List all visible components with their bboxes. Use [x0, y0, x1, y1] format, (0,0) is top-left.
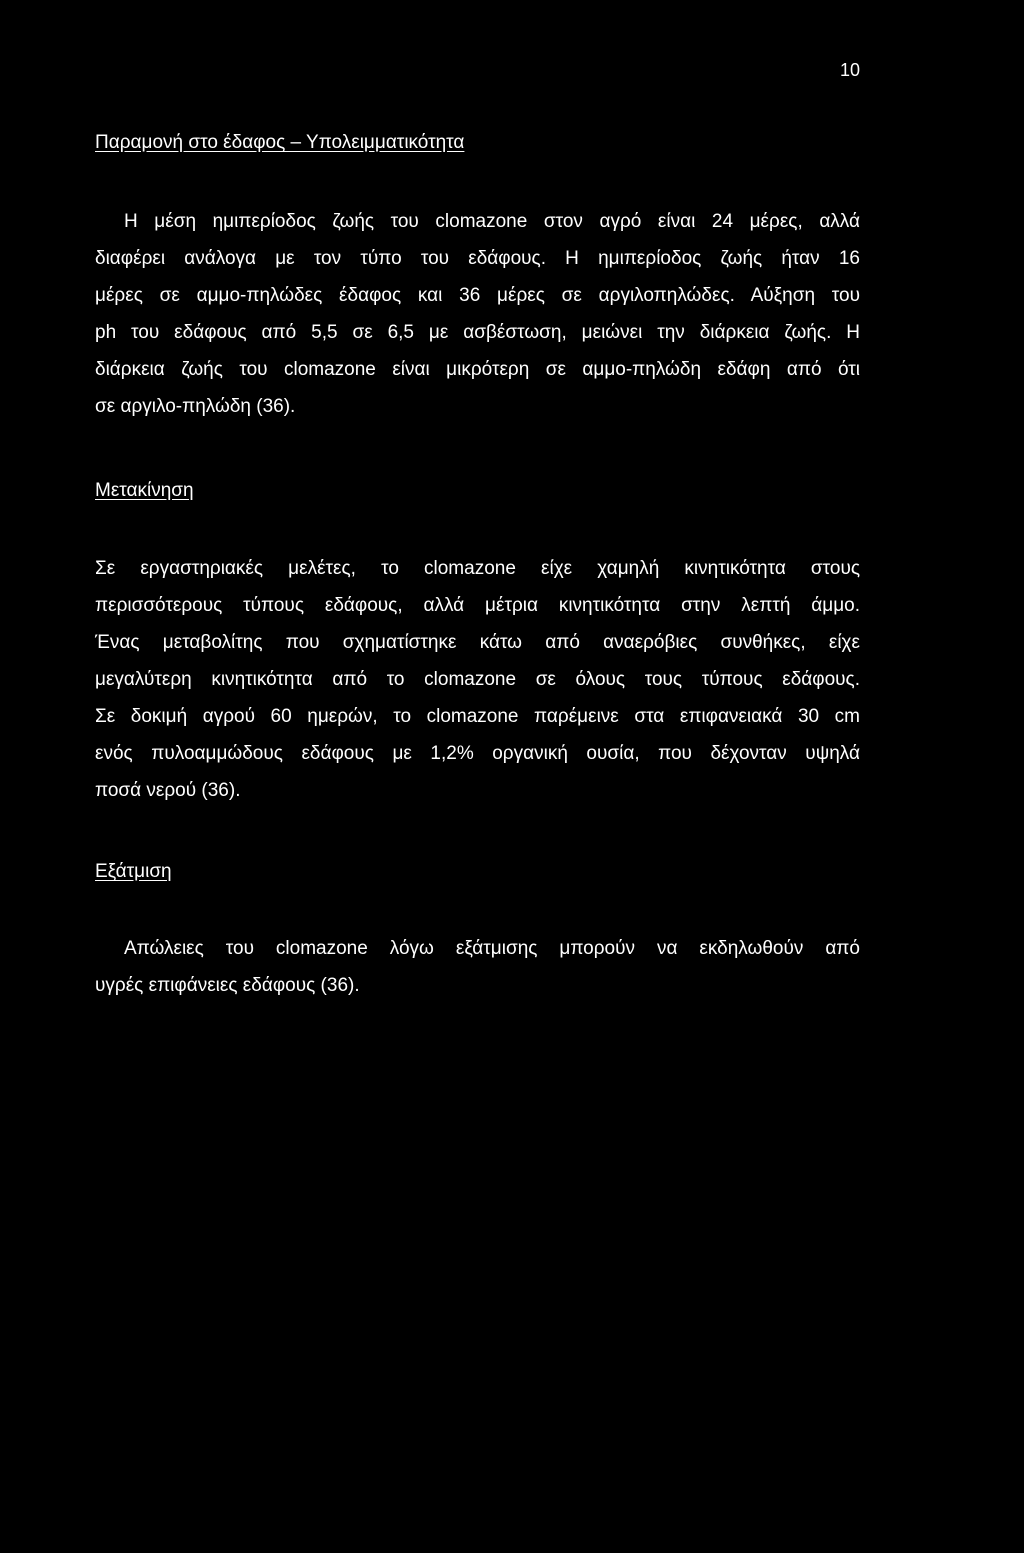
paragraph-line: μεγαλύτερη κινητικότητα από το clomazone σε όλους τους τύπους εδάφους.	[95, 669, 860, 690]
paragraph-soil-persistence	[95, 203, 860, 425]
paragraph-line: διαφέρει ανάλογα με τον τύπο του εδάφους. Η ημιπερίοδος ζωής ήταν 16	[95, 248, 860, 269]
paragraph-line: ph του εδάφους από 5,5 σε 6,5 με ασβέστωση, μειώνει την διάρκεια ζωής. Η	[95, 322, 860, 343]
paragraph-line: Η μέση ημιπερίοδος ζωής του clomazone στον αγρό είναι 24 μέρες, αλλά	[124, 211, 860, 232]
page-number: 10	[839, 60, 860, 80]
paragraph-line: Σε εργαστηριακές μελέτες, το clomazone είχε χαμηλή κινητικότητα στους	[95, 558, 860, 579]
paragraph-movement	[95, 550, 860, 809]
section-heading-movement: Μετακίνηση	[95, 480, 194, 501]
paragraph-line: σε αργιλο-πηλώδη (36).	[95, 396, 296, 417]
paragraph-line: διάρκεια ζωής του clomazone είναι μικρότερη σε αμμο-πηλώδη εδάφη από ότι	[95, 359, 860, 380]
section-heading-soil-persistence: Παραμονή στο έδαφος – Υπολειμματικότητα	[95, 132, 465, 153]
paragraph-line: περισσότερους τύπους εδάφους, αλλά μέτρια κινητικότητα στην λεπτή άμμο.	[95, 595, 860, 616]
paragraph-evaporation	[95, 930, 860, 1004]
section-heading-evaporation: Εξάτμιση	[95, 861, 172, 882]
paragraph-line: Ένας μεταβολίτης που σχηματίστηκε κάτω από αναερόβιες συνθήκες, είχε	[95, 632, 860, 653]
paragraph-line: ποσά νερού (36).	[95, 780, 241, 801]
paragraph-line: Σε δοκιμή αγρού 60 ημερών, το clomazone παρέμεινε στα επιφανειακά 30 cm	[95, 706, 860, 727]
paragraph-line: υγρές επιφάνειες εδάφους (36).	[95, 975, 360, 996]
paragraph-line: ενός πυλοαμμώδους εδάφους με 1,2% οργανική ουσία, που δέχονταν υψηλά	[95, 743, 860, 764]
paragraph-line: μέρες σε αμμο-πηλώδες έδαφος και 36 μέρες σε αργιλοπηλώδες. Αύξηση του	[95, 285, 860, 306]
paragraph-line: Απώλειες του clomazone λόγω εξάτμισης μπορούν να εκδηλωθούν από	[124, 938, 860, 959]
